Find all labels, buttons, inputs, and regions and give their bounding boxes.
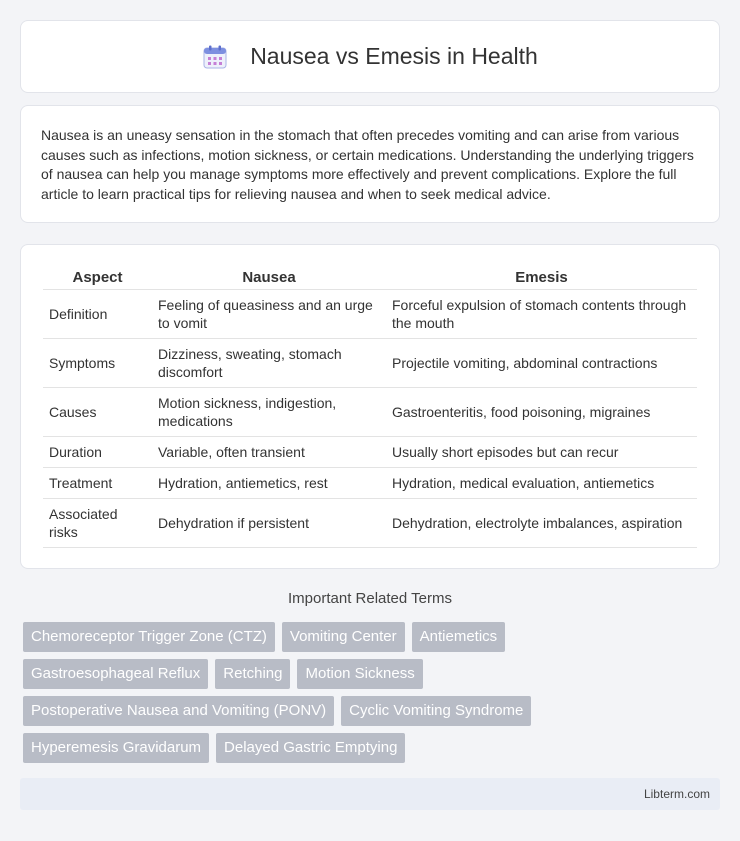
related-term-tag[interactable]: Gastroesophageal Reflux — [23, 659, 208, 689]
tag-row — [23, 659, 723, 689]
page-title: Nausea vs Emesis in Health — [250, 43, 538, 69]
table-cell: Variable, often transient — [152, 437, 386, 468]
related-term-tag[interactable]: Cyclic Vomiting Syndrome — [341, 696, 531, 726]
column-header-emesis: Emesis — [386, 263, 697, 290]
related-terms-title: Important Related Terms — [288, 590, 452, 607]
related-term-tag[interactable]: Hyperemesis Gravidarum — [23, 733, 209, 763]
related-term-tag[interactable]: Antiemetics — [412, 622, 506, 652]
table-row — [43, 437, 697, 468]
table-row — [43, 339, 697, 388]
comparison-table — [43, 263, 697, 548]
tag-row — [23, 733, 723, 763]
related-terms-list — [23, 622, 723, 770]
related-term-tag[interactable]: Postoperative Nausea and Vomiting (PONV) — [23, 696, 334, 726]
tag-row — [23, 696, 723, 726]
footer-site-link[interactable]: Libterm.com — [643, 787, 710, 801]
related-term-tag[interactable]: Motion Sickness — [297, 659, 422, 689]
table-cell: Projectile vomiting, abdominal contractions — [386, 339, 697, 388]
table-cell: Duration — [43, 437, 152, 468]
table-row — [43, 290, 697, 339]
intro-text: Nausea is an uneasy sensation in the stomach that often precedes vomiting and can arise from various causes such as infections, motion sickness, or certain medications. Understanding the underlying triggers of nausea can help you manage symptoms more effectively and prevent complications. Explore the full article to learn practical tips for relieving nausea and when to seek medical advice. — [41, 127, 694, 202]
table-cell: Usually short episodes but can recur — [386, 437, 697, 468]
table-cell: Dehydration if persistent — [152, 499, 386, 548]
table-cell: Associated risks — [43, 499, 152, 548]
related-term-tag[interactable]: Delayed Gastric Emptying — [216, 733, 405, 763]
table-row — [43, 468, 697, 499]
tag-row — [23, 622, 723, 652]
table-cell: Feeling of queasiness and an urge to vomit — [152, 290, 386, 339]
table-cell: Causes — [43, 388, 152, 437]
table-cell: Hydration, medical evaluation, antiemetics — [386, 468, 697, 499]
table-cell: Treatment — [43, 468, 152, 499]
column-header-nausea: Nausea — [152, 263, 386, 290]
related-term-tag[interactable]: Chemoreceptor Trigger Zone (CTZ) — [23, 622, 275, 652]
table-cell: Motion sickness, indigestion, medications — [152, 388, 386, 437]
table-cell: Definition — [43, 290, 152, 339]
intro-card — [20, 105, 720, 223]
column-header-aspect: Aspect — [43, 263, 152, 290]
page-footer — [20, 778, 720, 810]
calendar-icon — [202, 44, 228, 70]
table-cell: Dehydration, electrolyte imbalances, aspiration — [386, 499, 697, 548]
comparison-table-card — [20, 244, 720, 569]
table-header-row — [43, 263, 697, 290]
related-term-tag[interactable]: Vomiting Center — [282, 622, 405, 652]
table-row — [43, 388, 697, 437]
table-cell: Forceful expulsion of stomach contents through the mouth — [386, 290, 697, 339]
table-cell: Hydration, antiemetics, rest — [152, 468, 386, 499]
table-row — [43, 499, 697, 548]
table-cell: Gastroenteritis, food poisoning, migraines — [386, 388, 697, 437]
page-header — [20, 20, 720, 93]
table-cell: Symptoms — [43, 339, 152, 388]
table-cell: Dizziness, sweating, stomach discomfort — [152, 339, 386, 388]
related-term-tag[interactable]: Retching — [215, 659, 290, 689]
